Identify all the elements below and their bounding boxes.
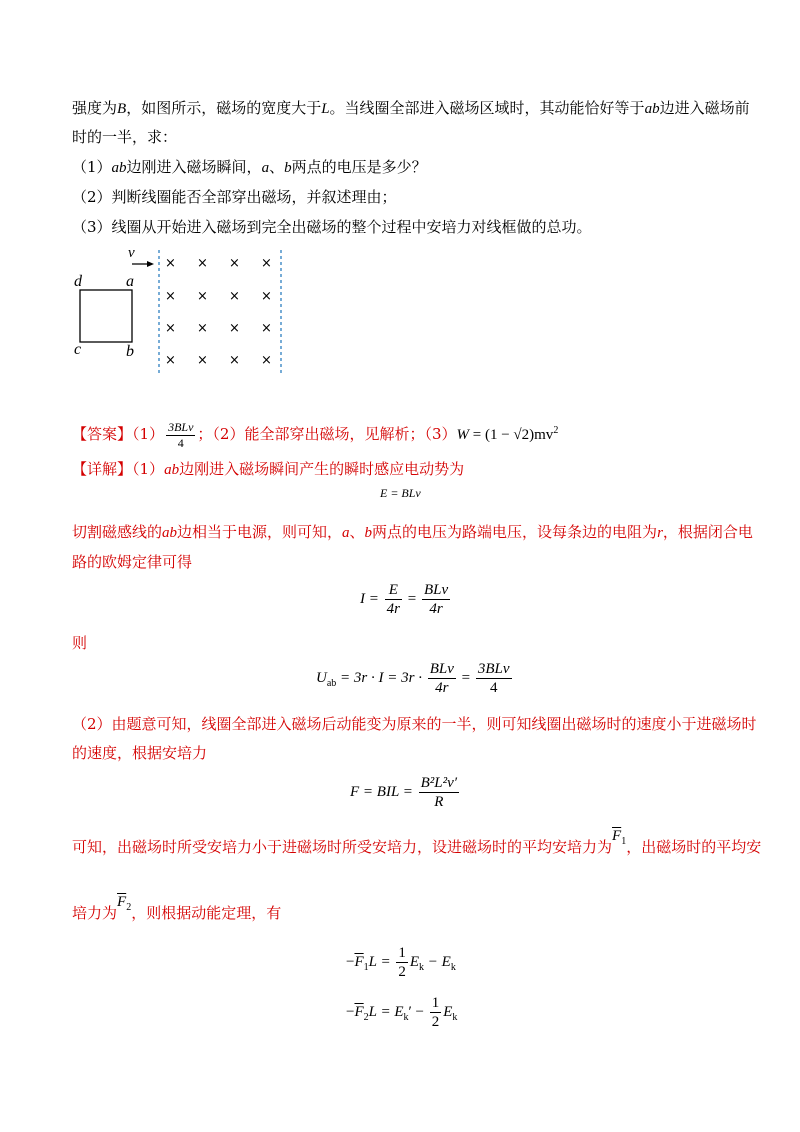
equation-current: I = $\frac{E}{4r}$ = $\frac{\text{BLv}}{4r}$ <box>360 582 449 617</box>
field-mark: × <box>229 256 240 271</box>
field-mark: × <box>165 256 176 271</box>
equation-work-out: $-\overline{F}_2L = E_k'$ − $\frac{1}{2}$ $E_k$ <box>346 995 458 1030</box>
answer-tag: 【答案】 <box>72 425 133 443</box>
coil-square <box>80 290 132 342</box>
detail-line-8: 培力为$\overline{F}_2$，则根据动能定理，有 <box>72 894 282 922</box>
detail-line-7: 可知，出磁场时所受安培力小于进磁场时所受安培力，设进磁场时的平均安培力为$\overline{F}_1$，出磁场时的平均安 <box>72 828 762 856</box>
label-c: c <box>74 341 82 358</box>
answer-line: 【答案】（1） $\frac{\text{3BLv}}{4}$ ；（2）能全部穿出磁场，见解析；$(3)W = (1 - √2)mv^2$ <box>72 419 559 450</box>
field-mark: × <box>229 289 240 304</box>
field-mark: × <box>261 353 272 368</box>
detail-line-5: （2）由题意可知，线圈全部进入磁场后动能变为原来的一半，则可知线圈出磁场时的速度小于进磁场时 <box>72 715 757 733</box>
field-mark: × <box>229 353 240 368</box>
label-d: d <box>74 273 82 290</box>
field-mark: × <box>165 289 176 304</box>
field-mark: × <box>197 289 208 304</box>
detail-line-6: 的速度，根据安培力 <box>72 744 208 762</box>
field-mark: × <box>197 321 208 336</box>
field-mark: × <box>229 321 240 336</box>
detail-line-2: 切割磁感线的ab边相当于电源，则可知，a、b两点的电压为路端电压，设每条边的电阻为r，根据闭合电 <box>72 523 753 541</box>
field-mark: × <box>261 321 272 336</box>
detail-line-3: 路的欧姆定律可得 <box>72 553 193 571</box>
velocity-arrow-head <box>147 261 154 267</box>
label-a: a <box>126 273 134 290</box>
figure <box>70 245 300 380</box>
detail-tag: 【详解】 <box>72 460 133 478</box>
field-mark: × <box>165 353 176 368</box>
equation-voltage: $U_{ab} = 3r \cdot I = 3r$ · $\frac{\text{BLv}}{4r}$ = $\frac{\text{3BLv}}{4}$ <box>316 661 510 696</box>
question-line-2: 时的一半，求： <box>72 128 178 146</box>
equation-force: F = BIL = $\frac{\text{B²L²v′}}{R}$ <box>350 775 458 810</box>
equation-emf: E = BLv <box>380 486 421 500</box>
detail-line-4: 则 <box>72 634 88 652</box>
field-mark: × <box>261 289 272 304</box>
answer-fraction: $\frac{\text{3BLv}}{4}$ <box>168 419 194 450</box>
detail-line-1: 【详解】（1）ab边刚进入磁场瞬间产生的瞬时感应电动势为 <box>72 460 465 478</box>
label-v: v <box>128 245 135 261</box>
field-mark: × <box>165 321 176 336</box>
equation-work-in: $-\overline{F}_1L$ = $\frac{1}{2}$ $E_k - E_k$ <box>346 945 456 980</box>
question-part-3: （3）线圈从开始进入磁场到完全出磁场的整个过程中安培力对线框做的总功。 <box>72 218 592 236</box>
field-mark: × <box>197 353 208 368</box>
question-part-1: （1）ab边刚进入磁场瞬间，a、b两点的电压是多少？ <box>72 158 427 176</box>
label-b: b <box>126 343 134 360</box>
field-mark: × <box>261 256 272 271</box>
question-part-2: （2）判断线圈能否全部穿出磁场，并叙述理由； <box>72 188 397 206</box>
question-line-1: 强度为B，如图所示，磁场的宽度大于L。当线圈全部进入磁场区域时，其动能恰好等于ab边进入磁场前 <box>72 99 750 117</box>
field-mark: × <box>197 256 208 271</box>
